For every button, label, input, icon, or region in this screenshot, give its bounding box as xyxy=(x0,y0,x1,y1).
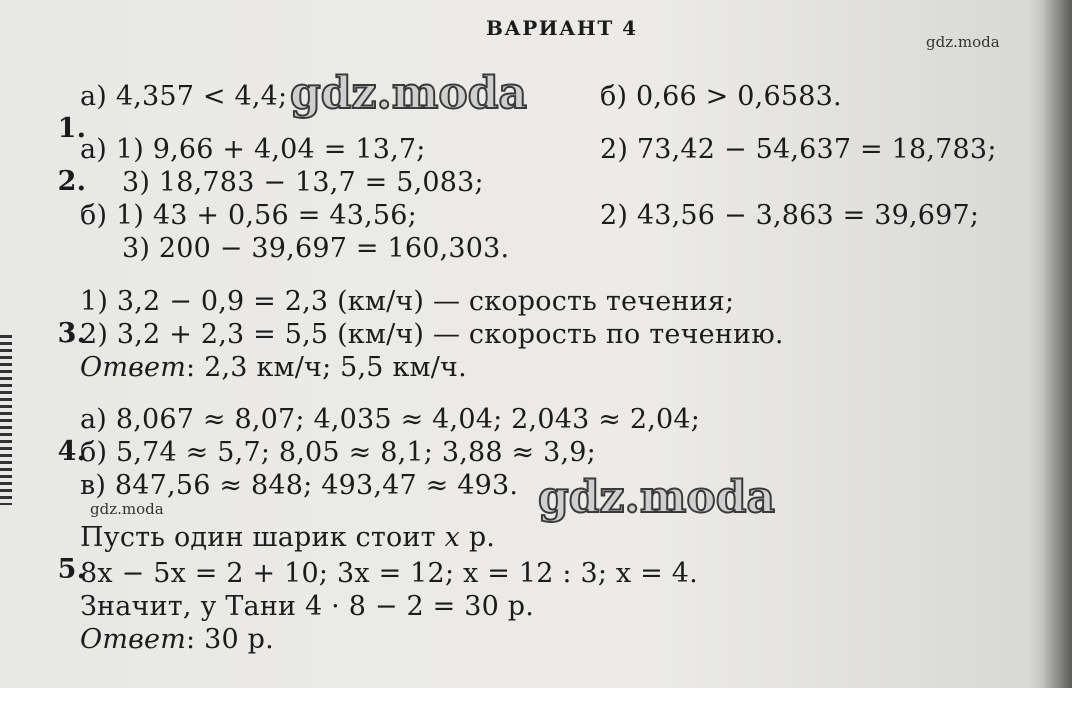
answer-value: : 30 р. xyxy=(186,624,274,655)
task-number: 3. xyxy=(57,318,87,349)
task-1a: а) 4,357 < 4,4; xyxy=(80,81,288,112)
task-number: 4. xyxy=(57,436,87,467)
task-2b-1: б) 1) 43 + 0,56 = 43,56; xyxy=(80,200,417,231)
answer-label: Ответ xyxy=(80,624,187,655)
watermark-large-top: gdz.moda xyxy=(290,68,528,119)
task-number: 5. xyxy=(57,554,87,585)
task-number: 2. xyxy=(57,166,87,197)
task-5-equation: 8x − 5x = 2 + 10; 3x = 12; x = 12 : 3; x = 4. xyxy=(80,558,698,589)
statement-unit: р. xyxy=(460,522,496,553)
task-3-answer xyxy=(80,352,467,384)
task-4a: а) 8,067 ≈ 8,07; 4,035 ≈ 4,04; 2,043 ≈ 2,04; xyxy=(80,404,701,435)
task-5-statement xyxy=(80,522,495,554)
page-fold-shadow xyxy=(1042,0,1072,690)
task-4c: в) 847,56 ≈ 848; 493,47 ≈ 493. xyxy=(80,470,519,501)
variant-title: ВАРИАНТ 4 xyxy=(486,16,638,40)
answer-value: : 2,3 км/ч; 5,5 км/ч. xyxy=(186,352,467,383)
task-5-answer xyxy=(80,624,274,656)
statement-text: Пусть один шарик стоит xyxy=(80,522,445,553)
task-3-step-2: 2) 3,2 + 2,3 = 5,5 (км/ч) — скорость по течению. xyxy=(80,319,784,350)
variable-x: x xyxy=(444,522,461,553)
task-2b-2: 2) 43,56 − 3,863 = 39,697; xyxy=(600,200,980,231)
bottom-margin xyxy=(0,688,1072,720)
task-5-result: Значит, у Тани 4 · 8 − 2 = 30 р. xyxy=(80,591,535,622)
binding-marks xyxy=(0,335,12,505)
answer-label: Ответ xyxy=(80,352,187,383)
watermark-large-bottom: gdz.moda xyxy=(538,472,776,523)
task-2a-1: а) 1) 9,66 + 4,04 = 13,7; xyxy=(80,134,426,165)
task-number: 1. xyxy=(57,113,87,144)
watermark-small-top: gdz.moda xyxy=(926,33,1000,51)
task-3-step-1: 1) 3,2 − 0,9 = 2,3 (км/ч) — скорость течения; xyxy=(80,286,735,317)
task-2b-3: 3) 200 − 39,697 = 160,303. xyxy=(122,233,510,264)
task-2a-3: 3) 18,783 − 13,7 = 5,083; xyxy=(122,167,484,198)
watermark-small-left: gdz.moda xyxy=(90,500,164,518)
task-1b: б) 0,66 > 0,6583. xyxy=(600,81,842,112)
task-4b: б) 5,74 ≈ 5,7; 8,05 ≈ 8,1; 3,88 ≈ 3,9; xyxy=(80,437,596,468)
task-2a-2: 2) 73,42 − 54,637 = 18,783; xyxy=(600,134,997,165)
